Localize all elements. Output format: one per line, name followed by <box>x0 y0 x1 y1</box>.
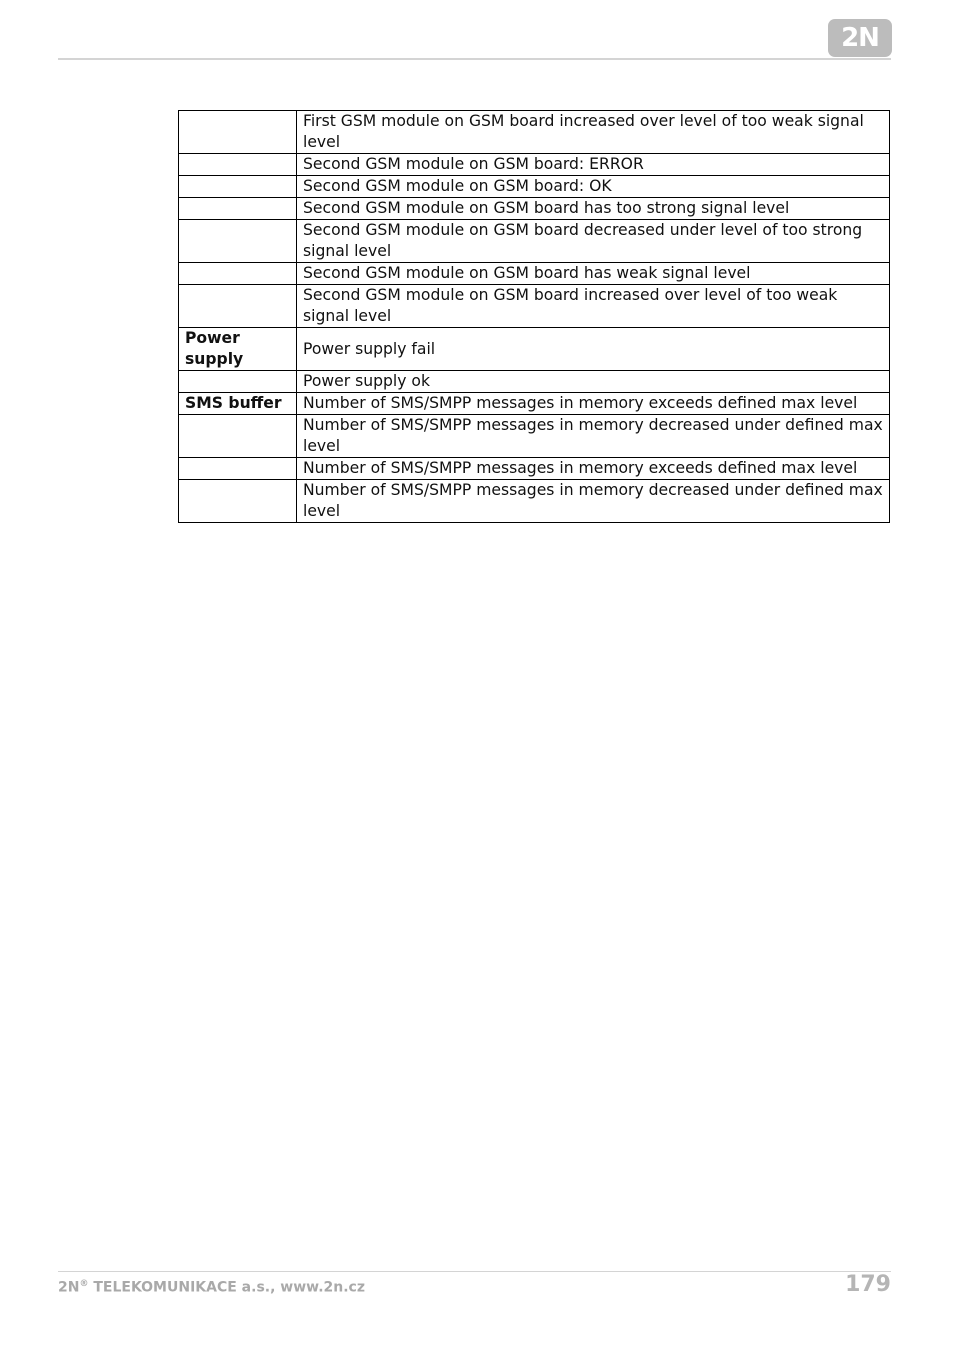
footer-company-text: TELEKOMUNIKACE a.s., www.2n.cz <box>88 1279 365 1296</box>
category-cell <box>179 176 297 198</box>
description-cell: Number of SMS/SMPP messages in memory decreased under defined max level <box>297 415 890 458</box>
description-cell: First GSM module on GSM board increased over level of too weak signal level <box>297 111 890 154</box>
description-cell: Second GSM module on GSM board decreased under level of too strong signal level <box>297 220 890 263</box>
footer-brand: 2N <box>58 1279 80 1296</box>
table-row <box>179 480 890 523</box>
category-cell <box>179 480 297 523</box>
logo-text: 2N <box>841 23 879 53</box>
category-cell <box>179 371 297 393</box>
category-cell <box>179 198 297 220</box>
table-row <box>179 328 890 371</box>
category-cell <box>179 263 297 285</box>
category-cell <box>179 154 297 176</box>
description-cell: Second GSM module on GSM board: OK <box>297 176 890 198</box>
page-number: 179 <box>845 1272 891 1297</box>
footer-company <box>58 1279 365 1296</box>
table-row <box>179 393 890 415</box>
table-row <box>179 458 890 480</box>
category-cell <box>179 285 297 328</box>
description-cell: Number of SMS/SMPP messages in memory exceeds defined max level <box>297 393 890 415</box>
description-cell: Second GSM module on GSM board: ERROR <box>297 154 890 176</box>
description-cell: Second GSM module on GSM board increased over level of too weak signal level <box>297 285 890 328</box>
category-cell <box>179 415 297 458</box>
events-table <box>178 110 890 523</box>
registered-mark: ® <box>79 1279 89 1289</box>
description-cell: Number of SMS/SMPP messages in memory decreased under defined max level <box>297 480 890 523</box>
table-row <box>179 154 890 176</box>
table-row <box>179 220 890 263</box>
footer-divider <box>58 1271 891 1272</box>
description-cell: Second GSM module on GSM board has too strong signal level <box>297 198 890 220</box>
category-cell <box>179 458 297 480</box>
company-logo <box>828 19 892 57</box>
table-row <box>179 198 890 220</box>
table-row <box>179 111 890 154</box>
description-cell: Number of SMS/SMPP messages in memory exceeds defined max level <box>297 458 890 480</box>
category-cell: Power supply <box>179 328 297 371</box>
category-cell <box>179 220 297 263</box>
description-cell: Power supply ok <box>297 371 890 393</box>
table-row <box>179 176 890 198</box>
category-cell: SMS buffer <box>179 393 297 415</box>
description-cell: Second GSM module on GSM board has weak signal level <box>297 263 890 285</box>
table-row <box>179 415 890 458</box>
category-cell <box>179 111 297 154</box>
table-row <box>179 263 890 285</box>
table-row <box>179 371 890 393</box>
header-divider <box>58 58 891 60</box>
description-cell: Power supply fail <box>297 328 890 371</box>
table-row <box>179 285 890 328</box>
